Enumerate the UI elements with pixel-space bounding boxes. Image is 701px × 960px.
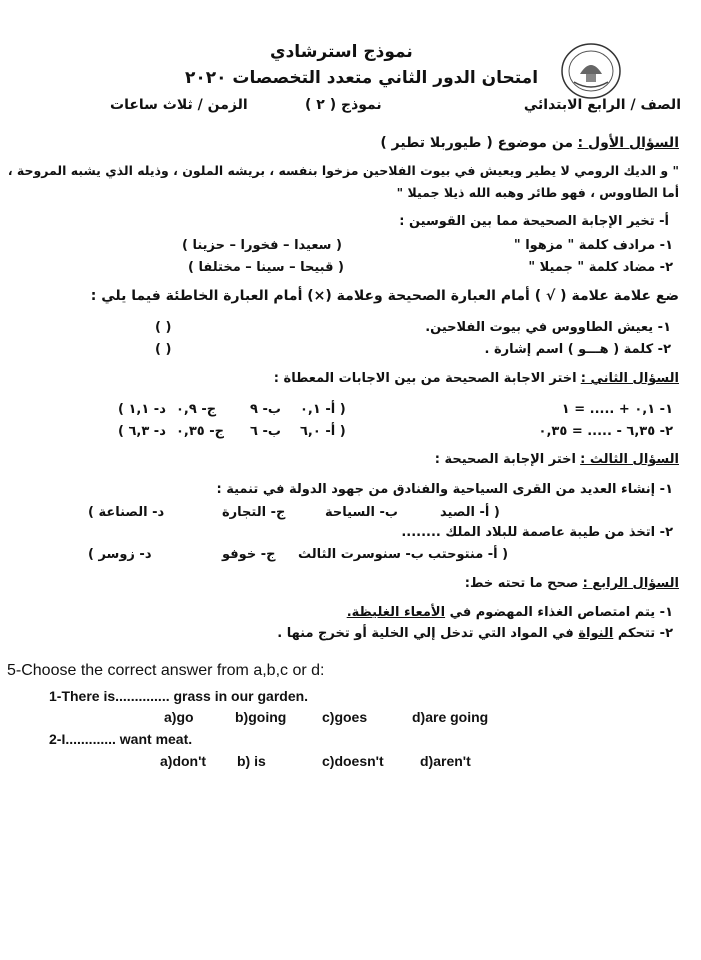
q1-b2-answer-bracket[interactable]: ( ): [155, 342, 172, 357]
q3-item1-option-c: ج- التجارة: [222, 505, 286, 520]
q1-a2-question: ٢- مضاد كلمة " جميلا ": [528, 260, 673, 275]
q3-instruction: اختر الإجابة الصحيحة :: [434, 452, 576, 467]
q5-question2: 2-I............. want meat.: [49, 731, 193, 747]
q3-item2-option-b: ب- سنوسرت الثالث: [298, 547, 424, 562]
q3-item1-option-a: ( أ- الصيد: [440, 505, 500, 520]
q3-item1-option-b: ب- السياحة: [325, 505, 398, 520]
q2-row2-option-b: ب- ٦: [250, 424, 281, 439]
q1-part-b: ضع علامة علامة ( √ ) أمام العبارة الصحيحة وعلامة (×) أمام العبارة الخاطئة فيما يلي :: [90, 288, 679, 304]
q3-item2-option-c: ج- خوفو: [222, 547, 276, 562]
q4-s1-underlined: الأمعاء الغليظة.: [346, 605, 446, 620]
q3-item1-option-d: د- الصناعة ): [88, 505, 165, 520]
q5-q2-option-d: d)aren't: [420, 753, 471, 769]
q3-item2: ٢- اتخذ من طيبة عاصمة للبلاد الملك ........: [401, 525, 673, 540]
q2-row1-option-d: د- ١,١ ): [118, 402, 166, 417]
q5-q1-option-b: b)going: [235, 709, 287, 725]
q5-q2-option-a: a)don't: [160, 753, 207, 769]
q3-item1: ١- إنشاء العديد من القرى السياحية والفنادق من جهود الدولة في تنمية :: [216, 482, 673, 497]
model-title: نموذج استرشادي: [270, 42, 413, 62]
q1-heading: السؤال الأول :: [577, 135, 679, 151]
q4-heading-row: [465, 576, 679, 591]
q2-row2-option-a: ( أ- ٦,٠: [300, 424, 346, 439]
time-label: الزمن / ثلاث ساعات: [110, 97, 248, 113]
q4-instruction: صحح ما تحته خط:: [464, 576, 579, 591]
q1-a2-options: ( قبيحا – سينا – مختلفا ): [188, 260, 344, 275]
exam-title: امتحان الدور الثاني متعدد التخصصات ٢٠٢٠: [185, 68, 539, 88]
q2-row1-option-b: ب- ٩: [250, 402, 281, 417]
q2-row2-equation: ٢- ٦,٣٥ - ..... = ٠,٣٥: [538, 424, 673, 439]
q2-instruction: اختر الاجابة الصحيحة من بين الاجابات المعطاة :: [273, 371, 577, 386]
q4-s1-text: ١- يتم امتصاص الغذاء المهضوم في: [449, 605, 673, 620]
q5-q2-option-c: c)doesn't: [322, 753, 384, 769]
grade-label: الصف / الرابع الابتدائي: [523, 97, 681, 113]
q3-item2-option-d: د- زوسر ): [88, 547, 152, 562]
q1-a1-options: ( سعيدا – فخورا – حزينا ): [182, 238, 342, 253]
q1-topic: من موضوع ( طيوربلا تطير ): [380, 135, 574, 151]
q5-heading: 5-Choose the correct answer from a,b,c or d:: [7, 662, 325, 679]
q4-sentence2: [277, 626, 673, 641]
q4-s2-text-start: ٢- تتحكم: [617, 626, 673, 641]
q1-b2-statement: ٢- كلمة ( هـــو ) اسم إشارة .: [484, 342, 671, 357]
model-number: نموذج ( ٢ ): [305, 97, 382, 113]
q4-sentence1: [347, 605, 673, 620]
q5-q1-option-a: a)go: [164, 709, 194, 725]
q4-s2-underlined: النواة: [578, 626, 614, 641]
q2-row1-equation: ١- ٠,١ + ..... = ١: [561, 402, 673, 417]
q2-row2-option-c: ج- ٠,٣٥: [176, 424, 225, 439]
q1-heading-row: [380, 135, 679, 151]
q4-s2-text-end: في المواد التي تدخل إلي الخلية أو تخرج منها .: [277, 626, 574, 641]
q2-row1-option-c: ج- ٠,٩: [176, 402, 217, 417]
q3-heading-row: [435, 452, 679, 467]
q1-b1-statement: ١- يعيش الطاووس في بيوت الفلاحين.: [425, 320, 671, 335]
q5-question1: 1-There is.............. grass in our garden.: [49, 688, 309, 704]
q5-q1-option-c: c)goes: [322, 709, 368, 725]
q4-heading: السؤال الرابع :: [582, 576, 679, 591]
q5-q2-option-b: b) is: [237, 753, 266, 769]
ministry-logo: [560, 40, 622, 102]
q2-row1-option-a: ( أ- ٠,١: [300, 402, 346, 417]
q2-row2-option-d: د- ٦,٣ ): [118, 424, 166, 439]
q3-item2-option-a: ( أ- منتوحتب: [428, 547, 509, 562]
q1-passage-line1: " و الديك الرومي لا يطير ويعيش في بيوت الفلاحين مزخوا بنفسه ، بريشه الملون ، وذيله الذي يشبه المروحة ،: [7, 163, 679, 178]
q2-heading: السؤال الثاني :: [580, 371, 679, 386]
q5-q1-option-d: d)are going: [412, 709, 489, 725]
q1-b1-answer-bracket[interactable]: ( ): [155, 320, 172, 335]
q2-heading-row: [274, 371, 679, 386]
q1-part-a: أ- تخير الإجابة الصحيحة مما بين القوسين :: [399, 214, 669, 229]
q3-heading: السؤال الثالث :: [580, 452, 679, 467]
q1-passage-line2: أما الطاووس ، فهو طائر وهبه الله ذيلا جميلا ": [396, 185, 679, 200]
q1-a1-question: ١- مرادف كلمة " مزهوا ": [513, 238, 673, 253]
